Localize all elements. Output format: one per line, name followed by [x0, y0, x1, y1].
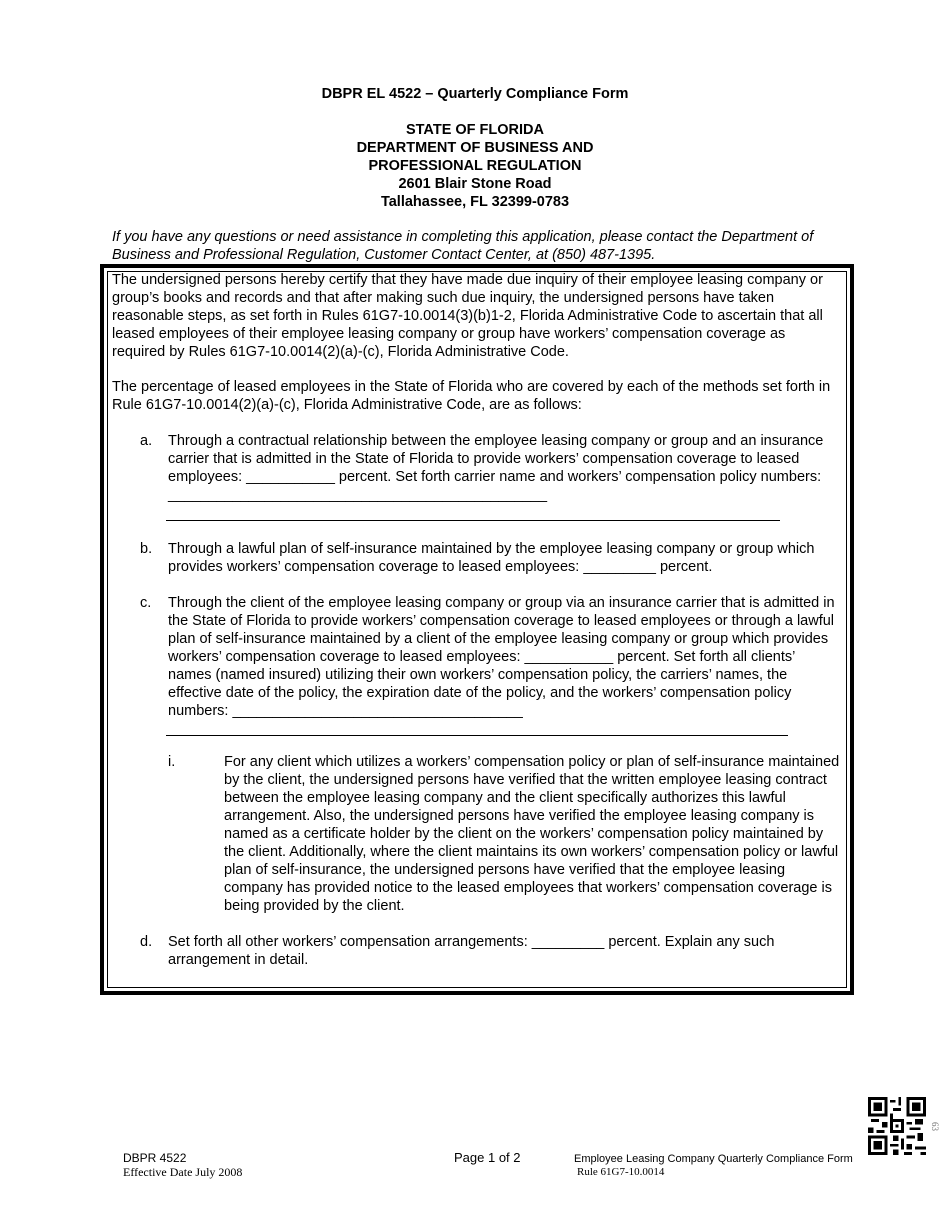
footer-effective-date: Effective Date July 2008 [123, 1165, 243, 1179]
item-d-letter: d. [140, 934, 153, 950]
footer-page-number: Page 1 of 2 [454, 1150, 521, 1165]
header-city: Tallahassee, FL 32399-0783 [380, 194, 570, 210]
footer-form-name: Employee Leasing Company Quarterly Compliance Form [574, 1153, 853, 1165]
agency-header [0, 121, 950, 211]
header-state: STATE OF FLORIDA [405, 122, 544, 138]
qr-code-icon [868, 1097, 926, 1155]
item-b-text: Through a lawful plan of self-insurance maintained by the employee leasing company or group which provides workers’ compensation coverage to leased employees: _________ percent. [168, 541, 815, 575]
header-department-2: PROFESSIONAL REGULATION [368, 158, 582, 174]
item-a-text: Through a contractual relationship between the employee leasing company or group and an insurance carrier that is admitted in the State of Florida to provide workers’ compensation coverage to leased employees: ___________ percent. Set forth carrier name and workers’ compensation policy numbers: _______________________________________________ [168, 433, 824, 503]
side-number: 63 [930, 1122, 940, 1131]
item-b-letter: b. [140, 541, 153, 557]
form-title: DBPR EL 4522 – Quarterly Compliance Form [321, 86, 629, 102]
item-c-i-text: For any client which utilizes a workers’ compensation policy or plan of self-insurance maintained by the client, the undersigned persons have verified that the written employee leasing contract between the employee leasing company and the client specifically authorizes this lawful arrangement. Also, the undersigned persons have verified the employee leasing company is named as a certificate holder by the client on the workers’ compensation policy maintained by the client. Additionally, where the client maintains its own workers’ compensation policy or lawful plan of self-insurance, the undersigned persons have verified that the employee leasing company has provided notice to the leased employees that workers’ compensation coverage is being provided by the client. [224, 754, 840, 914]
item-c-blank-line[interactable] [166, 735, 788, 736]
certification-paragraph: The undersigned persons hereby certify that they have made due inquiry of their employee leasing company or group’s books and records and that after making such due inquiry, the undersigned persons have taken reasonable steps, as set forth in Rules 61G7-10.0014(3)(b)1-2, Florida Administrative Code to ascertain that all leased employees of their employee leasing company or group have workers’ compensation coverage as required by Rules 61G7-10.0014(2)(a)-(c), Florida Administrative Code. [112, 272, 823, 360]
footer-rule: Rule 61G7-10.0014 [577, 1166, 665, 1178]
item-a-letter: a. [140, 433, 153, 449]
item-d-text: Set forth all other workers’ compensation arrangements: _________ percent. Explain any such arrangement in detail. [168, 934, 775, 968]
item-c-text: Through the client of the employee leasing company or group via an insurance carrier that is admitted in the State of Florida to provide workers’ compensation coverage to leased employees or through a lawful plan of self-insurance maintained by a client of the employee leasing company or group which provides workers’ compensation coverage to leased employees: ___________ percent. Set forth all clients’ names (named insured) utilizing their own workers’ compensation policy, the carriers’ names, the effective date of the policy, the expiration date of the policy, and the workers’ compensation policy numbers: ____________________________________ [168, 595, 835, 719]
percentage-intro: The percentage of leased employees in the State of Florida who are covered by each of the methods set forth in Rule 61G7-10.0014(2)(a)-(c), Florida Administrative Code, are as follows: [112, 379, 831, 413]
contact-note: If you have any questions or need assistance in completing this application, please contact the Department of Business and Professional Regulation, Customer Contact Center, at (850) 487-1395. [112, 229, 814, 263]
header-street: 2601 Blair Stone Road [398, 176, 552, 192]
item-c-letter: c. [140, 595, 152, 611]
item-a-blank-line[interactable] [166, 520, 780, 521]
footer-form-number: DBPR 4522 [123, 1151, 187, 1165]
item-c-i-numeral: i. [168, 754, 176, 770]
header-department: DEPARTMENT OF BUSINESS AND [356, 140, 594, 156]
